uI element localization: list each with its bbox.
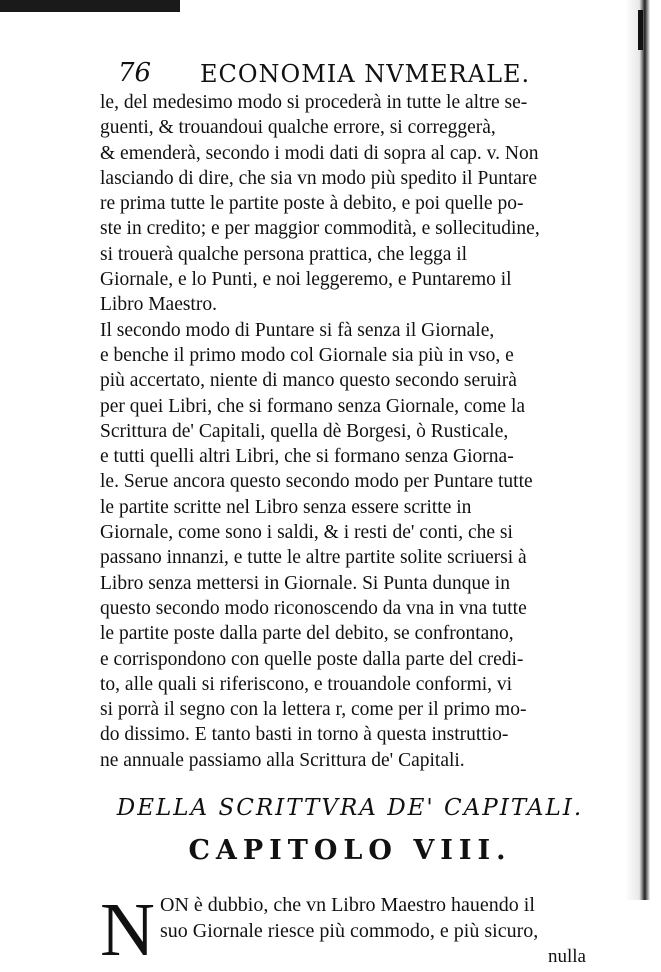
text-line: e benche il primo modo col Giornale sia più in vso, e — [100, 344, 514, 366]
text-line: ne annuale passiamo alla Scrittura de' Capitali. — [100, 749, 465, 771]
page-edge-mark — [638, 10, 643, 50]
text-line: questo secondo modo riconoscendo da vna in vna tutte — [100, 597, 527, 619]
running-head — [100, 52, 600, 90]
text-line: le partite poste dalla parte del debito, se confrontano, — [100, 623, 514, 645]
text-line: per quei Libri, che si formano senza Giornale, come la — [100, 395, 526, 417]
text-line: lasciando di dire, che sia vn modo più spedito il Puntare — [100, 167, 538, 189]
book-page — [100, 52, 600, 970]
text-line: e corrispondono con quelle poste dalla parte del credi- — [100, 648, 524, 670]
running-title: ECONOMIA NVMERALE. — [200, 60, 531, 88]
text-line: più accertato, niente di manco questo secondo seruirà — [100, 370, 517, 392]
text-line: Scrittura de' Capitali, quella dè Borgesi, ò Rusticale, — [100, 420, 509, 442]
text-line: passano innanzi, e tutte le altre partite solite scriuersi à — [100, 547, 527, 569]
chapter-text-line: ON è dubbio, che vn Libro Maestro hauendo il — [160, 894, 535, 917]
text-line: le. Serue ancora questo secondo modo per Puntare tutte — [100, 471, 533, 493]
catchword: nulla — [548, 946, 586, 968]
text-line: si trouerà qualche persona prattica, che legga il — [100, 243, 468, 265]
chapter-opening — [100, 888, 600, 970]
drop-cap-initial: N — [100, 888, 155, 972]
text-line: ste in credito; e per maggior commodità, e sollecitudine, — [100, 218, 540, 240]
text-line: si porrà il segno con la lettera r, come per il primo mo- — [100, 699, 527, 721]
section-title: DELLA SCRITTVRA DE' CAPITALI. — [116, 795, 584, 822]
page-edge-shadow — [625, 0, 661, 900]
text-line: Giornale, come sono i saldi, & i resti de' conti, che si — [100, 522, 513, 544]
text-line: e tutti quelli altri Libri, che si formano senza Giorna- — [100, 446, 514, 468]
chapter-text-line: suo Giornale riesce più commodo, e più sicuro, — [160, 920, 539, 943]
text-line: Libro senza mettersi in Giornale. Si Punta dunque in — [100, 572, 510, 594]
text-line: Il secondo modo di Puntare si fà senza il Giornale, — [100, 319, 495, 341]
text-line: & emenderà, secondo i modi dati di sopra al cap. v. Non — [100, 142, 539, 164]
page-number: 76 — [118, 58, 152, 88]
text-line: do dissimo. E tanto basti in torno à questa instruttio- — [100, 724, 509, 746]
ink-blot — [0, 0, 180, 12]
text-line: Libro Maestro. — [100, 294, 217, 316]
text-line: Giornale, e lo Punti, e noi leggeremo, e Puntaremo il — [100, 269, 512, 291]
text-line: guenti, & trouandoui qualche errore, si correggerà, — [100, 117, 496, 139]
text-line: le, del medesimo modo si procederà in tutte le altre se- — [100, 92, 528, 113]
text-line: re prima tutte le partite poste à debito, e poi quelle po- — [100, 193, 524, 215]
chapter-title: CAPITOLO VIII. — [188, 835, 512, 867]
body-text — [100, 90, 600, 773]
text-line: to, alle quali si riferiscono, e trouandole conformi, vi — [100, 673, 513, 695]
text-line: le partite scritte nel Libro senza essere scritte in — [100, 496, 472, 518]
